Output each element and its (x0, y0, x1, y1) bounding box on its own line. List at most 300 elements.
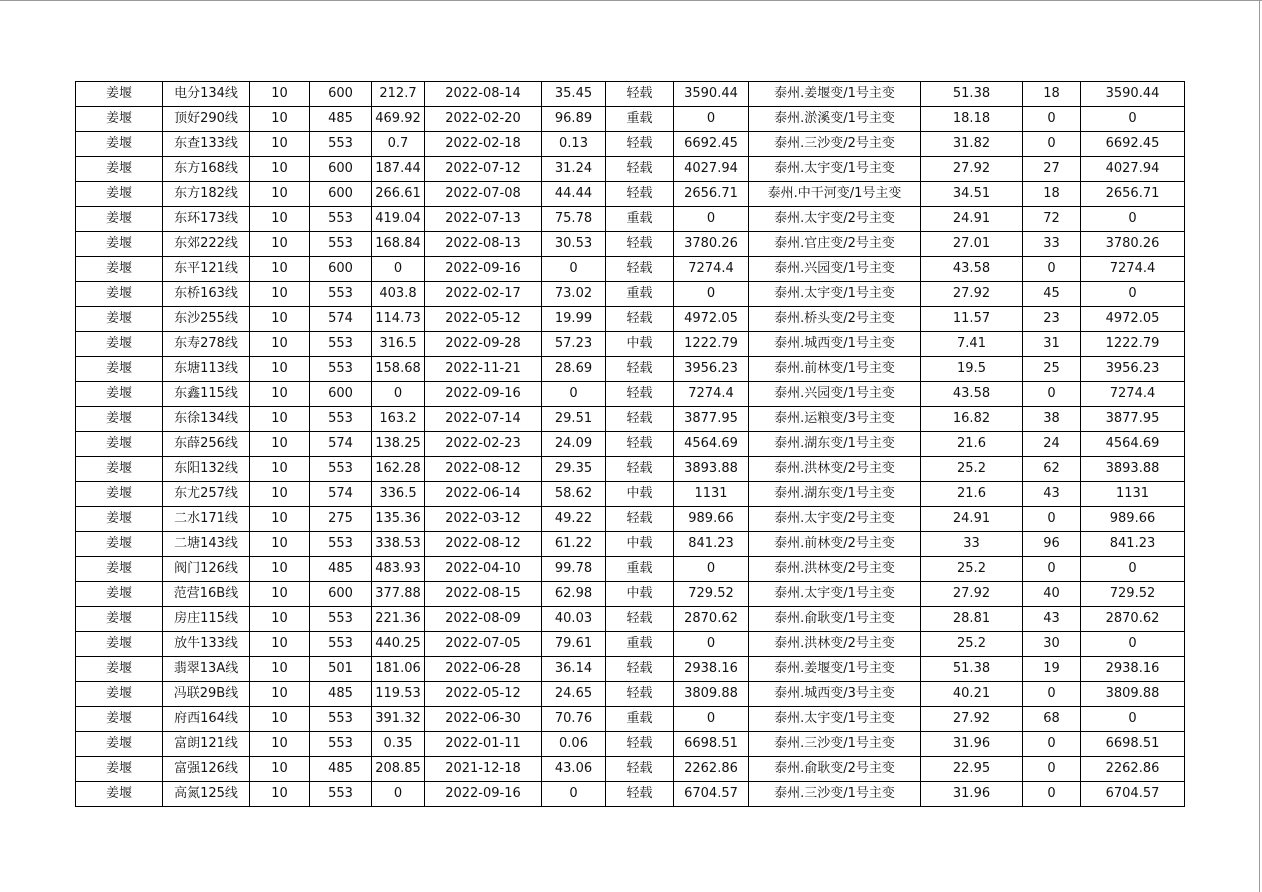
table-cell: 181.06 (372, 657, 425, 682)
table-cell: 顶好290线 (163, 107, 250, 132)
table-cell: 19.99 (542, 307, 606, 332)
table-cell: 2022-02-23 (425, 432, 542, 457)
table-cell: 841.23 (1081, 532, 1185, 557)
table-cell: 泰州.三沙变/1号主变 (749, 732, 921, 757)
table-cell: 0.06 (542, 732, 606, 757)
table-cell: 2870.62 (1081, 607, 1185, 632)
table-cell: 4027.94 (674, 157, 749, 182)
table-cell: 4027.94 (1081, 157, 1185, 182)
table-cell: 58.62 (542, 482, 606, 507)
table-cell: 27.92 (921, 157, 1023, 182)
table-cell: 10 (250, 682, 310, 707)
table-row (76, 482, 1185, 507)
table-cell: 姜堰 (76, 407, 163, 432)
table-cell: 62.98 (542, 582, 606, 607)
table-row (76, 107, 1185, 132)
table-cell: 0.35 (372, 732, 425, 757)
table-cell: 4564.69 (674, 432, 749, 457)
table-cell: 泰州.俞耿变/2号主变 (749, 757, 921, 782)
table-cell: 2022-06-30 (425, 707, 542, 732)
table-cell: 553 (310, 732, 372, 757)
table-cell: 3956.23 (674, 357, 749, 382)
table-cell: 3893.88 (674, 457, 749, 482)
table-cell: 2656.71 (674, 182, 749, 207)
table-cell: 600 (310, 157, 372, 182)
table-cell: 10 (250, 132, 310, 157)
table-cell: 姜堰 (76, 207, 163, 232)
table-cell: 中载 (606, 582, 674, 607)
table-cell: 25.2 (921, 557, 1023, 582)
table-cell: 10 (250, 582, 310, 607)
table-row (76, 757, 1185, 782)
table-row (76, 657, 1185, 682)
table-cell: 114.73 (372, 307, 425, 332)
table-cell: 泰州.官庄变/2号主变 (749, 232, 921, 257)
table-cell: 316.5 (372, 332, 425, 357)
table-cell: 二水171线 (163, 507, 250, 532)
table-cell: 574 (310, 432, 372, 457)
table-cell: 2022-03-12 (425, 507, 542, 532)
table-cell: 姜堰 (76, 482, 163, 507)
table-cell: 2022-01-11 (425, 732, 542, 757)
table-cell: 2022-02-20 (425, 107, 542, 132)
table-cell: 泰州.中干河变/1号主变 (749, 182, 921, 207)
table-cell: 0 (1081, 207, 1185, 232)
table-cell: 泰州.洪林变/2号主变 (749, 457, 921, 482)
table-cell: 485 (310, 557, 372, 582)
table-cell: 0 (1081, 632, 1185, 657)
table-cell: 600 (310, 82, 372, 107)
table-cell: 2022-09-28 (425, 332, 542, 357)
table-cell: 二塘143线 (163, 532, 250, 557)
table-cell: 501 (310, 657, 372, 682)
table-cell: 高氮125线 (163, 782, 250, 807)
table-cell: 轻载 (606, 407, 674, 432)
table-row (76, 507, 1185, 532)
table-cell: 0 (674, 107, 749, 132)
table-cell: 重载 (606, 632, 674, 657)
table-cell: 轻载 (606, 732, 674, 757)
table-cell: 6704.57 (1081, 782, 1185, 807)
table-cell: 6698.51 (674, 732, 749, 757)
table-cell: 2022-11-21 (425, 357, 542, 382)
table-cell: 31.96 (921, 782, 1023, 807)
table-cell: 东徐134线 (163, 407, 250, 432)
table-cell: 266.61 (372, 182, 425, 207)
table-cell: 姜堰 (76, 632, 163, 657)
table-cell: 2022-05-12 (425, 682, 542, 707)
table-cell: 0.7 (372, 132, 425, 157)
table-cell: 10 (250, 657, 310, 682)
table-cell: 729.52 (674, 582, 749, 607)
table-cell: 0 (542, 382, 606, 407)
table-cell: 姜堰 (76, 582, 163, 607)
table-cell: 163.2 (372, 407, 425, 432)
table-cell: 东尤257线 (163, 482, 250, 507)
table-cell: 553 (310, 232, 372, 257)
table-row (76, 232, 1185, 257)
table-cell: 553 (310, 282, 372, 307)
table-cell: 574 (310, 482, 372, 507)
table-cell: 553 (310, 207, 372, 232)
table-cell: 东郊222线 (163, 232, 250, 257)
table-cell: 2022-04-10 (425, 557, 542, 582)
table-cell: 208.85 (372, 757, 425, 782)
table-cell: 0 (1023, 507, 1081, 532)
table-cell: 2022-06-28 (425, 657, 542, 682)
table-row (76, 207, 1185, 232)
table-cell: 4972.05 (1081, 307, 1185, 332)
table-cell: 31.96 (921, 732, 1023, 757)
table-cell: 19 (1023, 657, 1081, 682)
table-cell: 姜堰 (76, 307, 163, 332)
table-cell: 富朗121线 (163, 732, 250, 757)
table-row (76, 682, 1185, 707)
table-cell: 0 (1023, 757, 1081, 782)
table-cell: 16.82 (921, 407, 1023, 432)
table-cell: 泰州.三沙变/2号主变 (749, 132, 921, 157)
table-cell: 40.03 (542, 607, 606, 632)
table-row (76, 557, 1185, 582)
table-cell: 2938.16 (674, 657, 749, 682)
table-cell: 府西164线 (163, 707, 250, 732)
table-cell: 68 (1023, 707, 1081, 732)
table-cell: 泰州.湖东变/1号主变 (749, 482, 921, 507)
table-cell: 轻载 (606, 657, 674, 682)
table-cell: 31.82 (921, 132, 1023, 157)
table-cell: 轻载 (606, 757, 674, 782)
table-cell: 阀门126线 (163, 557, 250, 582)
table-cell: 72 (1023, 207, 1081, 232)
table-cell: 24.91 (921, 207, 1023, 232)
table-cell: 377.88 (372, 582, 425, 607)
table-cell: 51.38 (921, 82, 1023, 107)
table-cell: 51.38 (921, 657, 1023, 682)
table-cell: 75.78 (542, 207, 606, 232)
table-cell: 440.25 (372, 632, 425, 657)
table-cell: 2022-08-09 (425, 607, 542, 632)
table-cell: 553 (310, 357, 372, 382)
table-cell: 553 (310, 707, 372, 732)
table-cell: 重载 (606, 707, 674, 732)
table-cell: 79.61 (542, 632, 606, 657)
table-cell: 119.53 (372, 682, 425, 707)
table-cell: 轻载 (606, 132, 674, 157)
table-cell: 24.65 (542, 682, 606, 707)
table-cell: 6692.45 (1081, 132, 1185, 157)
table-cell: 10 (250, 282, 310, 307)
table-cell: 泰州.太宇变/2号主变 (749, 507, 921, 532)
table-cell: 24 (1023, 432, 1081, 457)
table-cell: 0 (1023, 682, 1081, 707)
table-cell: 3956.23 (1081, 357, 1185, 382)
table-cell: 东方182线 (163, 182, 250, 207)
table-row (76, 282, 1185, 307)
table-row (76, 632, 1185, 657)
table-cell: 553 (310, 132, 372, 157)
table-cell: 96 (1023, 532, 1081, 557)
table-cell: 1222.79 (1081, 332, 1185, 357)
table-cell: 27 (1023, 157, 1081, 182)
table-cell: 989.66 (1081, 507, 1185, 532)
table-cell: 姜堰 (76, 457, 163, 482)
table-cell: 24.09 (542, 432, 606, 457)
table-cell: 泰州.兴园变/1号主变 (749, 382, 921, 407)
table-cell: 18 (1023, 182, 1081, 207)
table-cell: 0 (1023, 132, 1081, 157)
table-cell: 0 (1081, 707, 1185, 732)
table-cell: 25.2 (921, 457, 1023, 482)
table-cell: 轻载 (606, 82, 674, 107)
table-cell: 泰州.姜堰变/1号主变 (749, 657, 921, 682)
table-cell: 138.25 (372, 432, 425, 457)
table-cell: 391.32 (372, 707, 425, 732)
table-cell: 中载 (606, 532, 674, 557)
table-cell: 989.66 (674, 507, 749, 532)
table-cell: 10 (250, 507, 310, 532)
table-cell: 0 (372, 782, 425, 807)
table-cell: 469.92 (372, 107, 425, 132)
table-cell: 4972.05 (674, 307, 749, 332)
table-cell: 姜堰 (76, 257, 163, 282)
table-cell: 2022-05-12 (425, 307, 542, 332)
table-cell: 电分134线 (163, 82, 250, 107)
table-cell: 187.44 (372, 157, 425, 182)
table-cell: 2870.62 (674, 607, 749, 632)
table-row (76, 182, 1185, 207)
table-row (76, 782, 1185, 807)
table-cell: 姜堰 (76, 382, 163, 407)
table-cell: 10 (250, 457, 310, 482)
table-cell: 轻载 (606, 357, 674, 382)
table-row (76, 407, 1185, 432)
table-cell: 东阳132线 (163, 457, 250, 482)
table-cell: 10 (250, 157, 310, 182)
table-cell: 0 (1023, 782, 1081, 807)
table-cell: 0.13 (542, 132, 606, 157)
table-cell: 姜堰 (76, 757, 163, 782)
table-cell: 东平121线 (163, 257, 250, 282)
table-cell: 泰州.姜堰变/1号主变 (749, 82, 921, 107)
table-cell: 2022-07-13 (425, 207, 542, 232)
table-cell: 25.2 (921, 632, 1023, 657)
table-cell: 姜堰 (76, 682, 163, 707)
table-cell: 336.5 (372, 482, 425, 507)
table-cell: 东环173线 (163, 207, 250, 232)
table-cell: 73.02 (542, 282, 606, 307)
table-cell: 泰州.洪林变/2号主变 (749, 557, 921, 582)
table-cell: 10 (250, 632, 310, 657)
table-cell: 10 (250, 532, 310, 557)
table-cell: 6698.51 (1081, 732, 1185, 757)
table-cell: 43.58 (921, 257, 1023, 282)
table-cell: 泰州.淤溪变/1号主变 (749, 107, 921, 132)
table-cell: 3877.95 (674, 407, 749, 432)
table-cell: 东寿278线 (163, 332, 250, 357)
table-cell: 轻载 (606, 432, 674, 457)
table-cell: 轻载 (606, 182, 674, 207)
table-cell: 10 (250, 307, 310, 332)
table-cell: 泰州.太宇变/2号主变 (749, 207, 921, 232)
table-row (76, 382, 1185, 407)
table-cell: 31.24 (542, 157, 606, 182)
table-cell: 275 (310, 507, 372, 532)
table-cell: 2022-08-13 (425, 232, 542, 257)
table-cell: 0 (1023, 382, 1081, 407)
table-row (76, 582, 1185, 607)
table-cell: 姜堰 (76, 332, 163, 357)
table-cell: 483.93 (372, 557, 425, 582)
table-cell: 泰州.三沙变/1号主变 (749, 782, 921, 807)
table-cell: 22.95 (921, 757, 1023, 782)
table-cell: 27.92 (921, 282, 1023, 307)
table-cell: 泰州.太宇变/1号主变 (749, 582, 921, 607)
table-cell: 7274.4 (1081, 382, 1185, 407)
table-cell: 1131 (674, 482, 749, 507)
table-cell: 富强126线 (163, 757, 250, 782)
table-cell: 姜堰 (76, 132, 163, 157)
table-cell: 2262.86 (674, 757, 749, 782)
table-cell: 553 (310, 632, 372, 657)
table-cell: 553 (310, 332, 372, 357)
table-cell: 轻载 (606, 232, 674, 257)
table-cell: 2022-08-14 (425, 82, 542, 107)
table-cell: 212.7 (372, 82, 425, 107)
table-cell: 姜堰 (76, 707, 163, 732)
table-cell: 49.22 (542, 507, 606, 532)
table-cell: 31 (1023, 332, 1081, 357)
table-cell: 2021-12-18 (425, 757, 542, 782)
table-cell: 3809.88 (1081, 682, 1185, 707)
table-row (76, 332, 1185, 357)
table-cell: 2022-02-18 (425, 132, 542, 157)
table-cell: 姜堰 (76, 82, 163, 107)
table-cell: 轻载 (606, 682, 674, 707)
table-cell: 姜堰 (76, 532, 163, 557)
table-cell: 2022-08-12 (425, 457, 542, 482)
table-cell: 28.81 (921, 607, 1023, 632)
table-cell: 泰州.太宇变/1号主变 (749, 707, 921, 732)
table-cell: 574 (310, 307, 372, 332)
table-cell: 姜堰 (76, 157, 163, 182)
table-cell: 600 (310, 257, 372, 282)
table-cell: 62 (1023, 457, 1081, 482)
table-cell: 18.18 (921, 107, 1023, 132)
table-cell: 7274.4 (1081, 257, 1185, 282)
table-cell: 2022-09-16 (425, 382, 542, 407)
table-cell: 姜堰 (76, 557, 163, 582)
table-cell: 0 (1023, 557, 1081, 582)
table-cell: 168.84 (372, 232, 425, 257)
table-cell: 33 (1023, 232, 1081, 257)
table-row (76, 532, 1185, 557)
table-cell: 中载 (606, 482, 674, 507)
table-cell: 2022-09-16 (425, 782, 542, 807)
table-cell: 10 (250, 707, 310, 732)
table-cell: 3590.44 (1081, 82, 1185, 107)
table-cell: 泰州.湖东变/1号主变 (749, 432, 921, 457)
table-cell: 0 (1081, 282, 1185, 307)
table-cell: 10 (250, 757, 310, 782)
table-cell: 2022-07-05 (425, 632, 542, 657)
table-cell: 重载 (606, 107, 674, 132)
table-cell: 0 (1081, 107, 1185, 132)
table-cell: 57.23 (542, 332, 606, 357)
table-cell: 重载 (606, 282, 674, 307)
table-cell: 553 (310, 607, 372, 632)
page-border-right (1259, 0, 1260, 892)
table-cell: 10 (250, 557, 310, 582)
table-cell: 10 (250, 732, 310, 757)
table-cell: 6704.57 (674, 782, 749, 807)
table-cell: 3809.88 (674, 682, 749, 707)
table-cell: 轻载 (606, 507, 674, 532)
table-cell: 27.92 (921, 582, 1023, 607)
table-cell: 0 (372, 382, 425, 407)
table-cell: 轻载 (606, 307, 674, 332)
table-cell: 轻载 (606, 457, 674, 482)
table-row (76, 707, 1185, 732)
table-cell: 东鑫115线 (163, 382, 250, 407)
table-cell: 2022-08-15 (425, 582, 542, 607)
table-cell: 1131 (1081, 482, 1185, 507)
table-cell: 0 (674, 207, 749, 232)
table-cell: 29.35 (542, 457, 606, 482)
table-row (76, 607, 1185, 632)
table-row (76, 132, 1185, 157)
table-cell: 姜堰 (76, 182, 163, 207)
table-cell: 姜堰 (76, 657, 163, 682)
table-cell: 姜堰 (76, 357, 163, 382)
table-cell: 36.14 (542, 657, 606, 682)
table-cell: 姜堰 (76, 507, 163, 532)
table-cell: 0 (674, 282, 749, 307)
table-cell: 33 (921, 532, 1023, 557)
table-cell: 10 (250, 407, 310, 432)
table-cell: 553 (310, 532, 372, 557)
table-cell: 0 (1081, 557, 1185, 582)
table-cell: 泰州.兴园变/1号主变 (749, 257, 921, 282)
page-border-top (0, 0, 1262, 1)
table-cell: 冯联29B线 (163, 682, 250, 707)
table-cell: 姜堰 (76, 782, 163, 807)
table-cell: 0 (542, 782, 606, 807)
table-cell: 38 (1023, 407, 1081, 432)
table-cell: 10 (250, 257, 310, 282)
table-cell: 43 (1023, 607, 1081, 632)
table-cell: 10 (250, 782, 310, 807)
table-cell: 3590.44 (674, 82, 749, 107)
table-cell: 泰州.前林变/1号主变 (749, 357, 921, 382)
table-cell: 0 (542, 257, 606, 282)
table-cell: 泰州.运粮变/3号主变 (749, 407, 921, 432)
table-cell: 729.52 (1081, 582, 1185, 607)
table-cell: 61.22 (542, 532, 606, 557)
table-cell: 43 (1023, 482, 1081, 507)
table-cell: 泰州.洪林变/2号主变 (749, 632, 921, 657)
table-cell: 放牛133线 (163, 632, 250, 657)
table-row (76, 732, 1185, 757)
data-table (75, 81, 1185, 807)
table-cell: 轻载 (606, 782, 674, 807)
table-cell: 东查133线 (163, 132, 250, 157)
table-cell: 1222.79 (674, 332, 749, 357)
table-cell: 18 (1023, 82, 1081, 107)
table-cell: 3877.95 (1081, 407, 1185, 432)
table-cell: 553 (310, 782, 372, 807)
table-cell: 485 (310, 682, 372, 707)
table-cell: 10 (250, 232, 310, 257)
